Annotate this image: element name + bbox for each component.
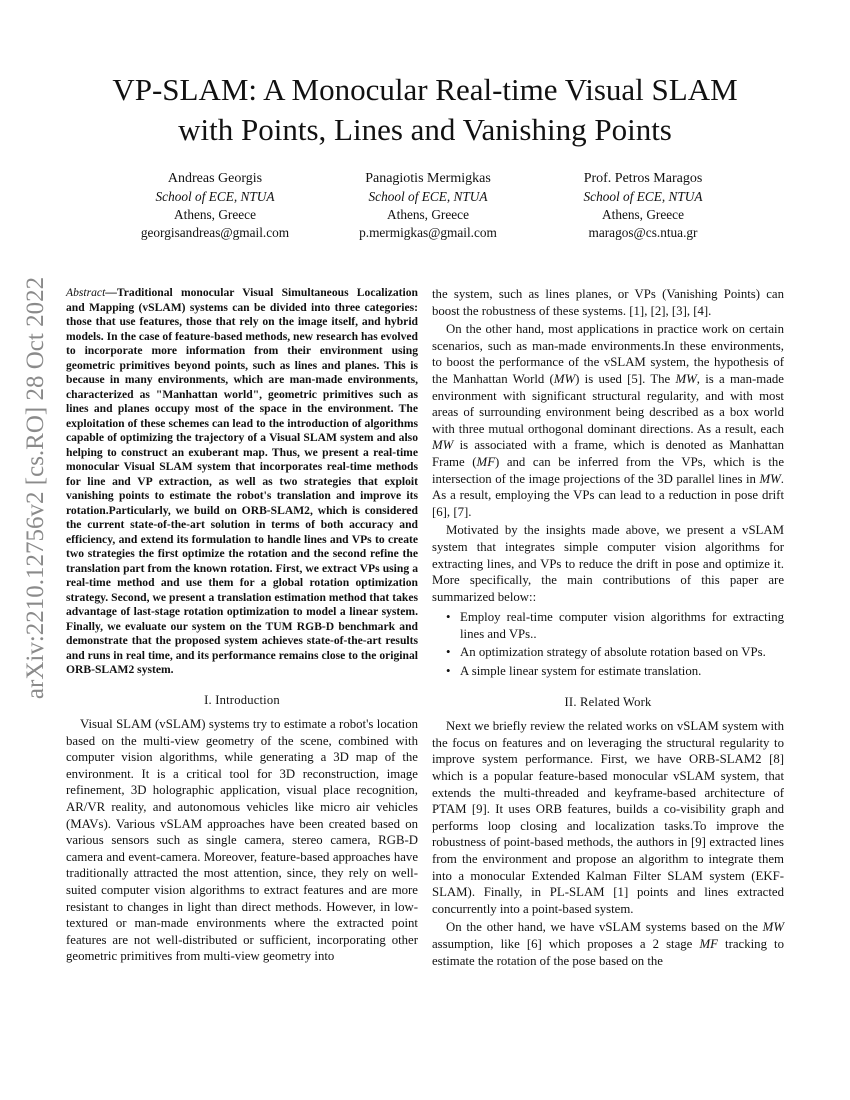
author-email: georgisandreas@gmail.com (140, 225, 290, 240)
paper-title-line-2: with Points, Lines and Vanishing Points (178, 112, 672, 147)
text-run: ) and can be inferred from the VPs, which is the intersection of the image projections of the 3D parallel lines in (432, 454, 785, 486)
mw-systems-paragraph (432, 919, 784, 969)
author-affiliation: School of ECE, NTUA (583, 189, 703, 204)
author-location: Athens, Greece (387, 207, 469, 222)
author-email: maragos@cs.ntua.gr (588, 225, 698, 240)
author-2 (313, 170, 543, 242)
arxiv-identifier-stamp (16, 276, 56, 700)
paper-title (60, 70, 790, 150)
italic-term: MF (699, 936, 718, 951)
manhattan-world-paragraph (432, 321, 784, 520)
motivation-paragraph: Motivated by the insights made above, we present a vSLAM system that integrates simple computer vision algorithms for extracting lines, and VPs to reduce the drift in pose and optimize it. More specifically, the main contributions of this paper are summarized below:: (432, 523, 784, 604)
italic-term: MW (759, 471, 781, 486)
author-1 (100, 170, 330, 242)
abstract-label: Abstract (66, 286, 106, 299)
text-run: On the other hand, we have vSLAM systems based on the (446, 920, 763, 935)
abstract (66, 286, 418, 678)
author-affiliation: School of ECE, NTUA (155, 189, 275, 204)
right-column (432, 286, 784, 971)
section-heading-related-work: II. Related Work (564, 694, 652, 709)
list-item: • A simple linear system for estimate translation. (460, 663, 784, 680)
text-run: ) is used [5]. The (575, 371, 676, 386)
introduction-paragraph: Visual SLAM (vSLAM) systems try to estimate a robot's location based on the multi-view geometry of the scene, combined with computer vision algorithms, while generating a 3D map of the environment. It is a critical tool for 3D reconstruction, image refinement, 3D holographic application, visual place recognition, AR/VR reality, and autonomous vehicles like micro air vehicles (MAVs). Various vSLAM approaches have been created based on various sensors such as single camera, stereo camera, RGB-D camera and event-camera. Moreover, feature-based approaches have traditionally attracted the most attention, since, they rely on well-suited computer vision algorithms to extract features and are more resistant to changes in light than direct methods. However, in low-textured or man-made environments where the extracted point features are not well-distributed or sufficient, incorporating other geometric primitives from multi-view geometry into (66, 717, 418, 964)
italic-term: MW (762, 920, 784, 935)
text-run: assumption, like [6] which proposes a 2 stage (432, 936, 700, 951)
list-item: • Employ real-time computer vision algorithms for extracting lines and VPs.. (460, 609, 784, 642)
text-run: On the other hand, most applications in practice work on certain scenarios, such as man-made environments.In these environments, to boost the performance of the vSLAM system, the hypothesis of the Manhattan World ( (432, 322, 784, 386)
left-column (66, 286, 418, 967)
list-item: • An optimization strategy of absolute rotation based on VPs. (460, 644, 784, 661)
author-3 (528, 170, 758, 242)
author-name: Andreas Georgis (167, 171, 263, 186)
abstract-text: —Traditional monocular Visual Simultaneous Localization and Mapping (vSLAM) systems can be divided into three categories: those that use features, those that rely on the image itself, and hybrid models. In the case of feature-based methods, new research has evolved to incorporate more information from their environment using geometric primitives beyond points, such as lines and planes. This is because in many environments, which are man-made environments, characterized as "Manhattan world", geometric primitives such as lines and planes occupy most of the space in the environment. The exploitation of these schemes can lead to the introduction of algorithms capable of optimizing the trajectory of a Visual SLAM system and also helping to construct an exuberant map. Thus, we present a real-time monocular Visual SLAM system that incorporates real-time methods for line and VP extraction, as well as two strategies that exploit vanishing points to estimate the robot's translation and improve its rotation.Particularly, we build on ORB-SLAM2, which is considered the current state-of-the-art solution in terms of both accuracy and efficiency, and extend its formulation to handle lines and VPs to create two strategies the first optimize the rotation and the second refine the translation part from the known rotation. First, we extract VPs using a real-time method and use them for a global rotation optimization strategy. Second, we present a translation estimation method that takes advantage of last-stage rotation optimization to model a linear system. Finally, we evaluate our system on the TUM RGB-D benchmark and demonstrate that the proposed system achieves state-of-the-art results and runs in real time, and its performance remains close to the original ORB-SLAM2 system. (66, 286, 418, 676)
arxiv-id-text: arXiv:2210.12756v2 [cs.RO] 28 Oct 2022 (22, 276, 49, 700)
author-name: Prof. Petros Maragos (583, 171, 703, 186)
related-work-paragraph: Next we briefly review the related works on vSLAM system with the focus on features and on leveraging the structural regularity to improve system performance. First, we have ORB-SLAM2 [8] which is a popular feature-based monocular vSLAM system, that extends the multi-threaded and keyframe-based architecture of PTAM [9]. It uses ORB features, builds a co-visibility graph and performs loop closing and localization tasks.To improve the robustness of point-based methods, the authors in [9] extracted lines from the environment and propose an algorithm to integrate them into a monocular Extended Kalman Filter SLAM system (EKF-SLAM). Finally, in PL-SLAM [1] points and lines extracted concurrently into a point-based system. (432, 719, 784, 916)
text-run: , is a man-made environment with significant structural regularity, and with most areas of surrounding environment being described as a box world with three mutual orthogonal dominant directions. As a result, each (432, 371, 784, 436)
italic-term: MW (553, 371, 576, 386)
author-location: Athens, Greece (602, 207, 684, 222)
contributions-list (432, 609, 784, 679)
italic-term: MF (476, 454, 496, 469)
italic-term: MW (432, 438, 454, 453)
author-email: p.mermigkas@gmail.com (359, 225, 497, 240)
text-run: tracking to estimate the rotation of the pose based on the (432, 936, 785, 968)
text-run: is associated with a frame, which is denoted as Manhattan Frame ( (432, 438, 784, 469)
author-affiliation: School of ECE, NTUA (368, 189, 488, 204)
author-location: Athens, Greece (174, 207, 256, 222)
continuation-paragraph: the system, such as lines planes, or VPs (Vanishing Points) can boost the robustness of these systems. [1], [2], [3], [4]. (432, 287, 784, 318)
paper-title-line-1: VP-SLAM: A Monocular Real-time Visual SLAM (112, 72, 738, 107)
section-heading-introduction: I. Introduction (204, 692, 280, 707)
text-run: . As a result, employing the VPs can lead to a reduction in pose drift [6], [7]. (432, 471, 784, 519)
author-name: Panagiotis Mermigkas (365, 171, 491, 186)
italic-term: MW (675, 371, 697, 386)
